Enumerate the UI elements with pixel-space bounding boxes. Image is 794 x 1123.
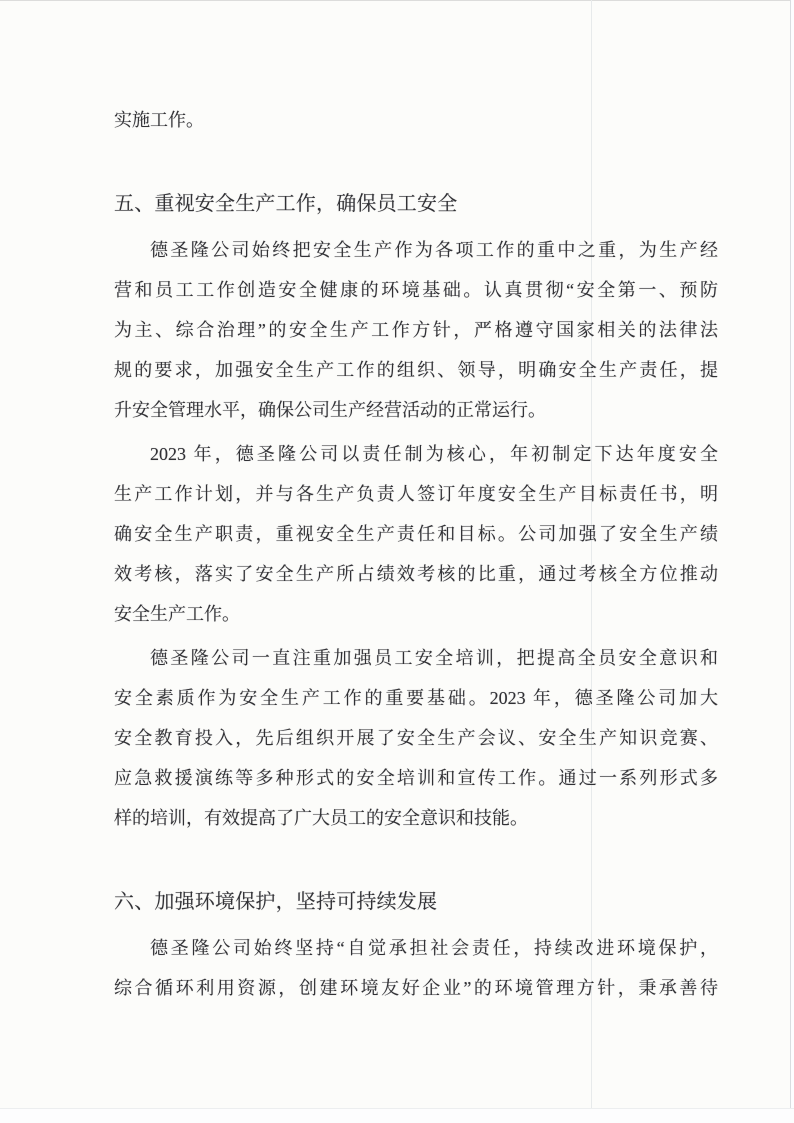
paragraph (114, 434, 718, 634)
scan-top-edge-artifact (0, 0, 794, 1)
text-line: 2023 年，德圣隆公司以责任制为核心，年初制定下达年度安全 (150, 444, 718, 464)
paragraph (114, 638, 718, 838)
document-content (114, 100, 718, 1008)
text-line: 德圣隆公司始终把安全生产作为各项工作的重中之重，为生产经 (150, 240, 718, 260)
paragraph (114, 928, 718, 1008)
scan-right-edge-artifact (790, 0, 791, 1123)
text-line: 应急救援演练等多种形式的安全培训和宣传工作。通过一系列形式多 (114, 768, 718, 788)
text-line: 规的要求，加强安全生产工作的组织、领导，明确安全生产责任，提 (114, 360, 718, 380)
text-line: 升安全管理水平，确保公司生产经营活动的正常运行。 (114, 400, 546, 420)
text-line: 样的培训，有效提高了广大员工的安全意识和技能。 (114, 808, 528, 828)
text-line: 实施工作。 (114, 110, 204, 130)
text-line: 德圣隆公司一直注重加强员工安全培训，把提高全员安全意识和 (150, 648, 718, 668)
text-line: 综合循环利用资源，创建环境友好企业”的环境管理方针，秉承善待 (114, 978, 718, 998)
text-line: 安全生产工作。 (114, 604, 240, 624)
text-line: 生产工作计划，并与各生产负责人签订年度安全生产目标责任书，明 (114, 484, 718, 504)
text-line: 确安全生产职责，重视安全生产责任和目标。公司加强了安全生产绩 (114, 524, 718, 544)
text-line: 效考核，落实了安全生产所占绩效考核的比重，通过考核全方位推动 (114, 564, 718, 584)
text-line: 营和员工工作创造安全健康的环境基础。认真贯彻“安全第一、预防 (114, 280, 718, 300)
section-heading: 六、加强环境保护，坚持可持续发展 (114, 891, 438, 913)
section-heading: 五、重视安全生产工作，确保员工安全 (114, 193, 458, 215)
scan-bottom-edge-artifact (0, 1108, 794, 1123)
paragraph (114, 230, 718, 430)
text-line: 安全素质作为安全生产工作的重要基础。2023 年，德圣隆公司加大 (114, 688, 718, 708)
text-line: 德圣隆公司始终坚持“自觉承担社会责任，持续改进环境保护， (150, 938, 718, 958)
text-line: 安全教育投入，先后组织开展了安全生产会议、安全生产知识竞赛、 (114, 728, 718, 748)
text-line: 为主、综合治理”的安全生产工作方针，严格遵守国家相关的法律法 (114, 320, 718, 340)
paragraph (114, 100, 718, 140)
